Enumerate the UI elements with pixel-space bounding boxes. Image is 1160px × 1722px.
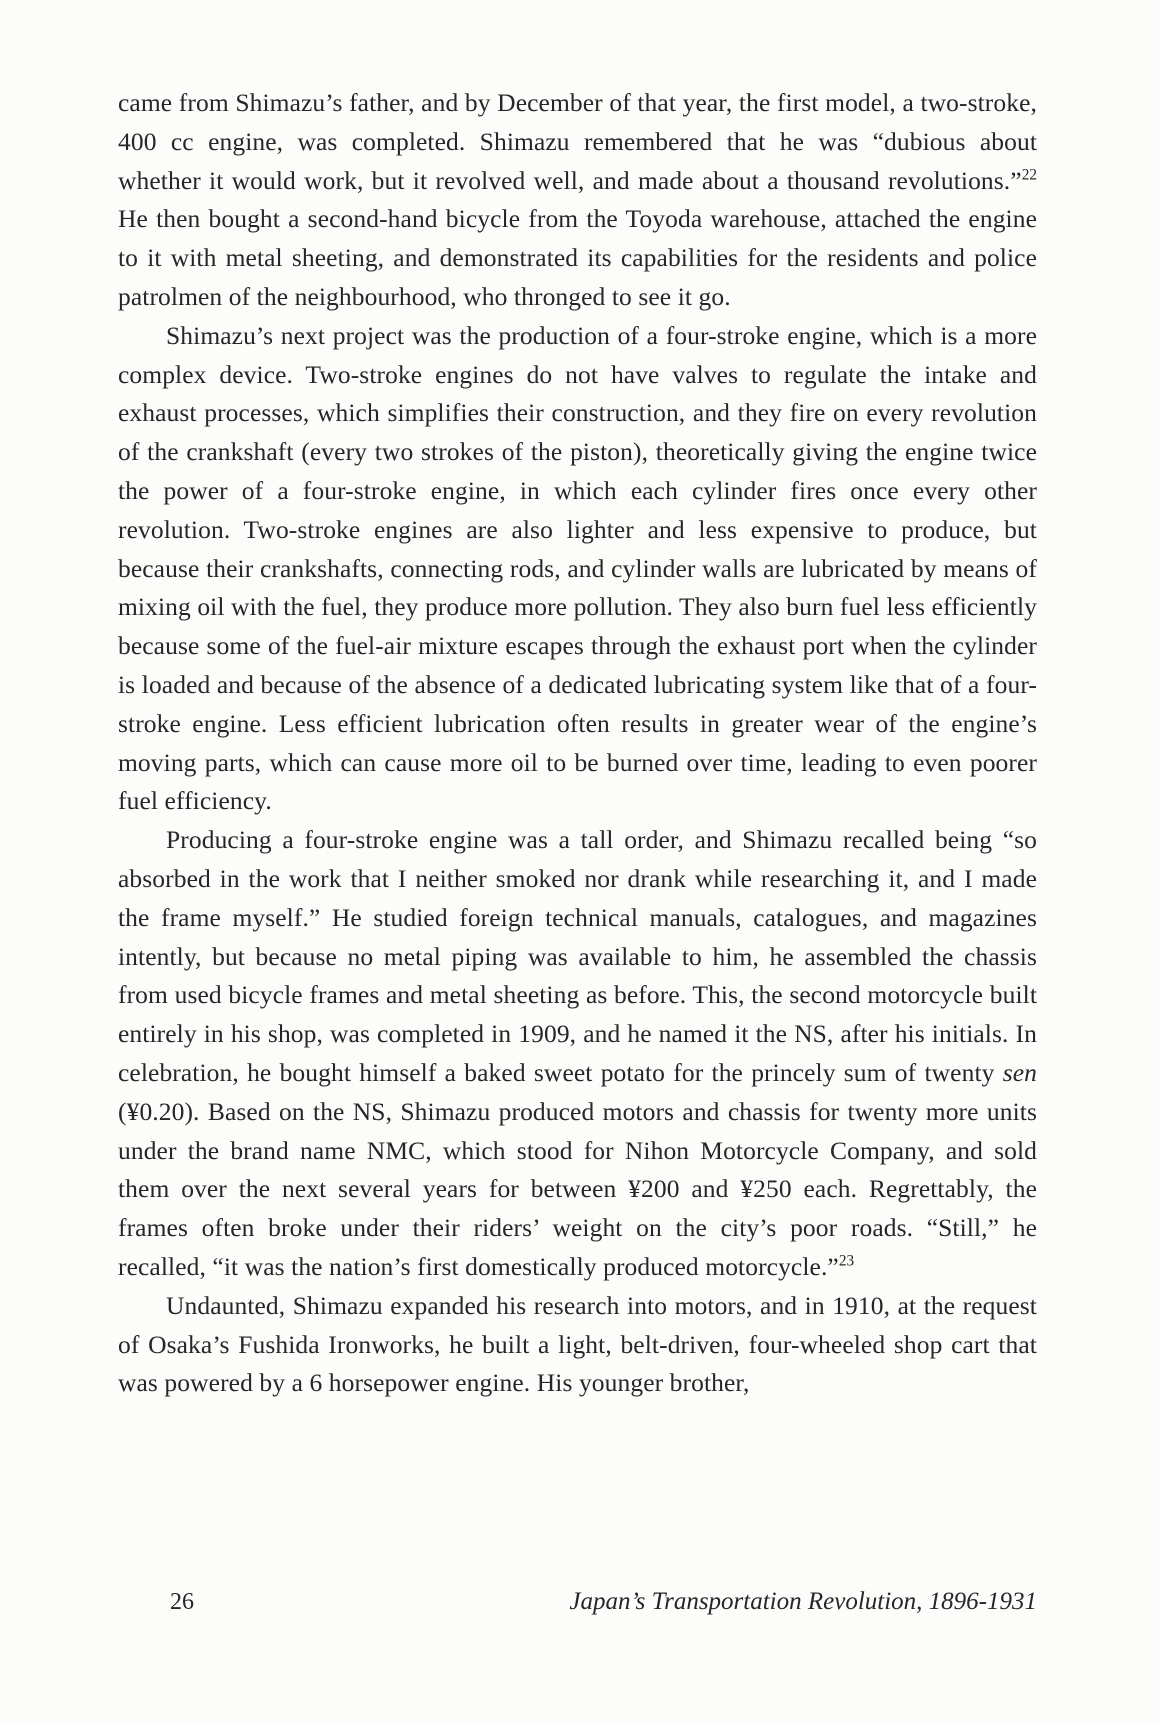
footnote-ref: 23 xyxy=(838,1252,855,1270)
text-run: He then bought a second-hand bicycle from the Toyoda warehouse, attached the engine to it with metal sheeting, and demonstrated its capabilities for the residents and police patrolmen of the neighbourhood, who thronged to see it go. xyxy=(118,204,1037,311)
page-body xyxy=(118,84,1037,1403)
text-run: Shimazu’s next project was the production of a four-stroke engine, which is a more complex device. Two-stroke engines do not have valves to regulate the intake and exhaust processes, which simplifies their construction, and they fire on every revolution of the crankshaft (every two strokes of the piston), theoretically giving the engine twice the power of a four-stroke engine, in which each cylinder fires once every other revolution. Two-stroke engines are also lighter and less expensive to produce, but because their crankshafts, connecting rods, and cylinder walls are lubricated by means of mixing oil with the fuel, they produce more pollution. They also burn fuel less efficiently because some of the fuel-air mixture escapes through the exhaust port when the cylinder is loaded and because of the absence of a dedicated lubricating system like that of a four-stroke engine. Less efficient lubrication often results in greater wear of the engine’s moving parts, which can cause more oil to be burned over time, leading to even poorer fuel efficiency. xyxy=(118,320,1037,816)
text-run: Producing a four-stroke engine was a tall order, and Shimazu recalled being “so absorbed in the work that I neither smoked nor drank while researching it, and I made the frame myself.” He studied foreign technical manuals, catalogues, and magazines intently, but because no metal piping was available to him, he assembled the chassis from used bicycle frames and metal sheeting as before. This, the second motorcycle built entirely in his shop, was completed in 1909, and he named it the NS, after his initials. In celebration, he bought himself a baked sweet potato for the princely sum of twenty xyxy=(118,825,1037,1087)
footnote-ref: 22 xyxy=(1021,166,1037,184)
page-footer xyxy=(118,1588,1037,1616)
paragraph xyxy=(118,317,1037,821)
running-title: Japan’s Transportation Revolution, 1896-1931 xyxy=(569,1588,1037,1615)
paragraph xyxy=(118,1287,1037,1403)
paragraph xyxy=(118,84,1037,317)
paragraph xyxy=(118,821,1037,1287)
text-run: came from Shimazu’s father, and by December of that year, the first model, a two-stroke, 400 cc engine, was completed. Shimazu remembered that he was “dubious about whether it would work, but it revolved well, and made about a thousand revolutions.” xyxy=(118,88,1037,195)
text-run: sen xyxy=(1002,1057,1037,1087)
text-run: (¥0.20). Based on the NS, Shimazu produced motors and chassis for twenty more units under the brand name NMC, which stood for Nihon Motorcycle Company, and sold them over the next several years for between ¥200 and ¥250 each. Regrettably, the frames often broke under their riders’ weight on the city’s poor roads. “Still,” he recalled, “it was the nation’s first domestically produced motorcycle.” xyxy=(118,1096,1037,1281)
text-run: Undaunted, Shimazu expanded his research into motors, and in 1910, at the request of Osaka’s Fushida Ironworks, he built a light, belt-driven, four-wheeled shop cart that was powered by a 6 horsepower engine. His younger brother, xyxy=(118,1290,1037,1398)
page-number: 26 xyxy=(170,1589,194,1615)
